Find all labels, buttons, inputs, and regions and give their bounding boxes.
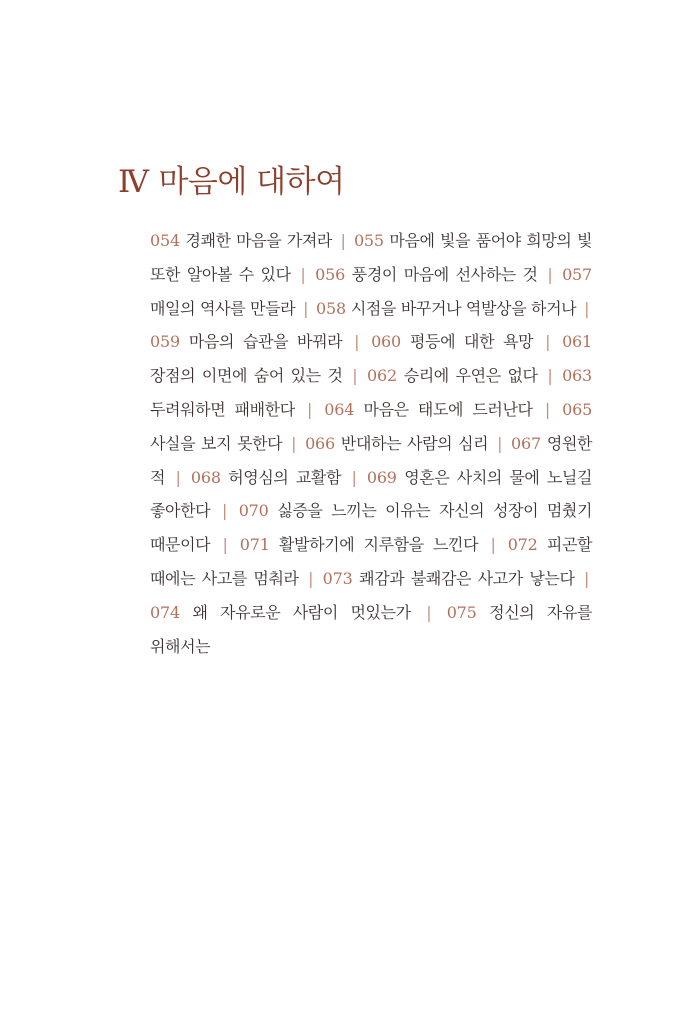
entry-title: 쾌감과 불쾌감은 사고가 낳는다 (359, 568, 575, 588)
entry-separator: | (221, 501, 227, 521)
entry-title: 영원한 적 (150, 433, 593, 487)
entry-title: 허영심의 교활함 (228, 467, 342, 487)
toc-entry[interactable] (315, 265, 538, 284)
toc-entry[interactable] (371, 332, 533, 351)
toc-entry[interactable] (150, 231, 332, 250)
chapter-title: 마음에 대하여 (158, 164, 345, 200)
toc-entry[interactable] (240, 535, 478, 554)
entry-number: 057 (562, 264, 593, 284)
entry-separator: | (351, 467, 357, 487)
entry-number: 061 (562, 332, 593, 352)
entry-number: 072 (507, 535, 538, 555)
entry-title: 경쾌한 마음을 가져라 (185, 231, 332, 250)
entry-number: 054 (150, 231, 180, 250)
entry-title: 영혼은 사치의 물에 노닐길 좋아한다 (150, 467, 593, 521)
entry-title: 두려워하면 패배한다 (150, 399, 295, 419)
entry-number: 065 (562, 399, 593, 419)
entry-separator: | (308, 568, 314, 588)
entry-title: 평등에 대한 욕망 (409, 332, 534, 352)
entry-title: 싫증을 느끼는 이유는 자신의 성장이 멈췄기 때문이다 (150, 501, 593, 555)
entry-title: 반대하는 사람의 심리 (340, 433, 489, 453)
entry-title: 장점의 이면에 숨어 있는 것 (150, 366, 343, 386)
entry-title: 활발하기에 지루함을 느낀다 (278, 535, 479, 555)
entry-separator: | (584, 568, 590, 588)
entry-separator: | (426, 602, 432, 622)
entry-number: 058 (315, 298, 346, 318)
toc-entry[interactable] (150, 603, 411, 622)
entry-separator: | (354, 332, 360, 352)
entry-number: 062 (367, 366, 397, 386)
entry-title: 풍경이 마음에 선사하는 것 (351, 264, 538, 284)
entry-separator: | (175, 467, 181, 487)
entry-title: 왜 자유로운 사람이 멋있는가 (192, 602, 411, 622)
entry-separator: | (300, 264, 306, 284)
chapter-heading (118, 160, 345, 204)
toc-entry[interactable] (150, 332, 342, 351)
entry-title: 마음의 습관을 바꿔라 (188, 332, 343, 352)
entry-number: 064 (324, 399, 355, 419)
entry-separator: | (307, 399, 313, 419)
entry-number: 063 (562, 366, 593, 386)
entry-separator: | (584, 298, 590, 318)
entry-separator: | (547, 366, 553, 386)
toc-entry[interactable] (367, 366, 538, 385)
entry-separator: | (291, 433, 297, 453)
entry-separator: | (490, 535, 496, 555)
chapter-numeral: Ⅳ (118, 164, 149, 200)
entry-separator: | (303, 298, 309, 318)
entry-title: 마음은 태도에 드러난다 (363, 399, 533, 419)
entry-separator: | (340, 231, 346, 250)
entry-number: 055 (353, 231, 384, 250)
toc-entry[interactable] (305, 434, 488, 453)
entry-title: 시점을 바꾸거나 역발상을 하거나 (350, 298, 577, 318)
entry-separator: | (547, 264, 553, 284)
table-of-contents (150, 224, 592, 663)
entry-number: 074 (150, 602, 180, 622)
toc-entry[interactable] (316, 299, 576, 318)
entry-separator: | (545, 332, 551, 352)
entry-number: 067 (511, 433, 541, 453)
toc-entry[interactable] (324, 400, 532, 419)
entry-title: 정신의 자유를 위해서는 (150, 602, 593, 656)
entry-number: 068 (190, 467, 221, 487)
entry-separator: | (352, 366, 358, 386)
entry-number: 069 (366, 467, 397, 487)
entry-separator: | (497, 433, 503, 453)
entry-number: 059 (150, 332, 180, 352)
entry-number: 075 (446, 602, 477, 622)
entry-number: 056 (315, 264, 346, 284)
entry-title: 사실을 보지 못한다 (150, 433, 283, 453)
entry-title: 피곤할 때에는 사고를 멈춰라 (150, 535, 593, 588)
entry-title: 매일의 역사를 만들라 (150, 298, 296, 318)
entry-title: 마음에 빛을 품어야 희망의 빛 또한 알아볼 수 있다 (150, 231, 593, 284)
entry-title: 승리에 우연은 없다 (403, 366, 538, 386)
entry-number: 070 (238, 501, 269, 521)
entry-number: 066 (305, 433, 336, 453)
toc-entry[interactable] (323, 569, 575, 588)
entry-separator: | (222, 535, 228, 555)
entry-separator: | (544, 399, 550, 419)
toc-entry[interactable] (191, 468, 341, 487)
entry-number: 073 (322, 568, 353, 588)
entry-number: 071 (239, 535, 270, 555)
entry-number: 060 (371, 332, 402, 352)
